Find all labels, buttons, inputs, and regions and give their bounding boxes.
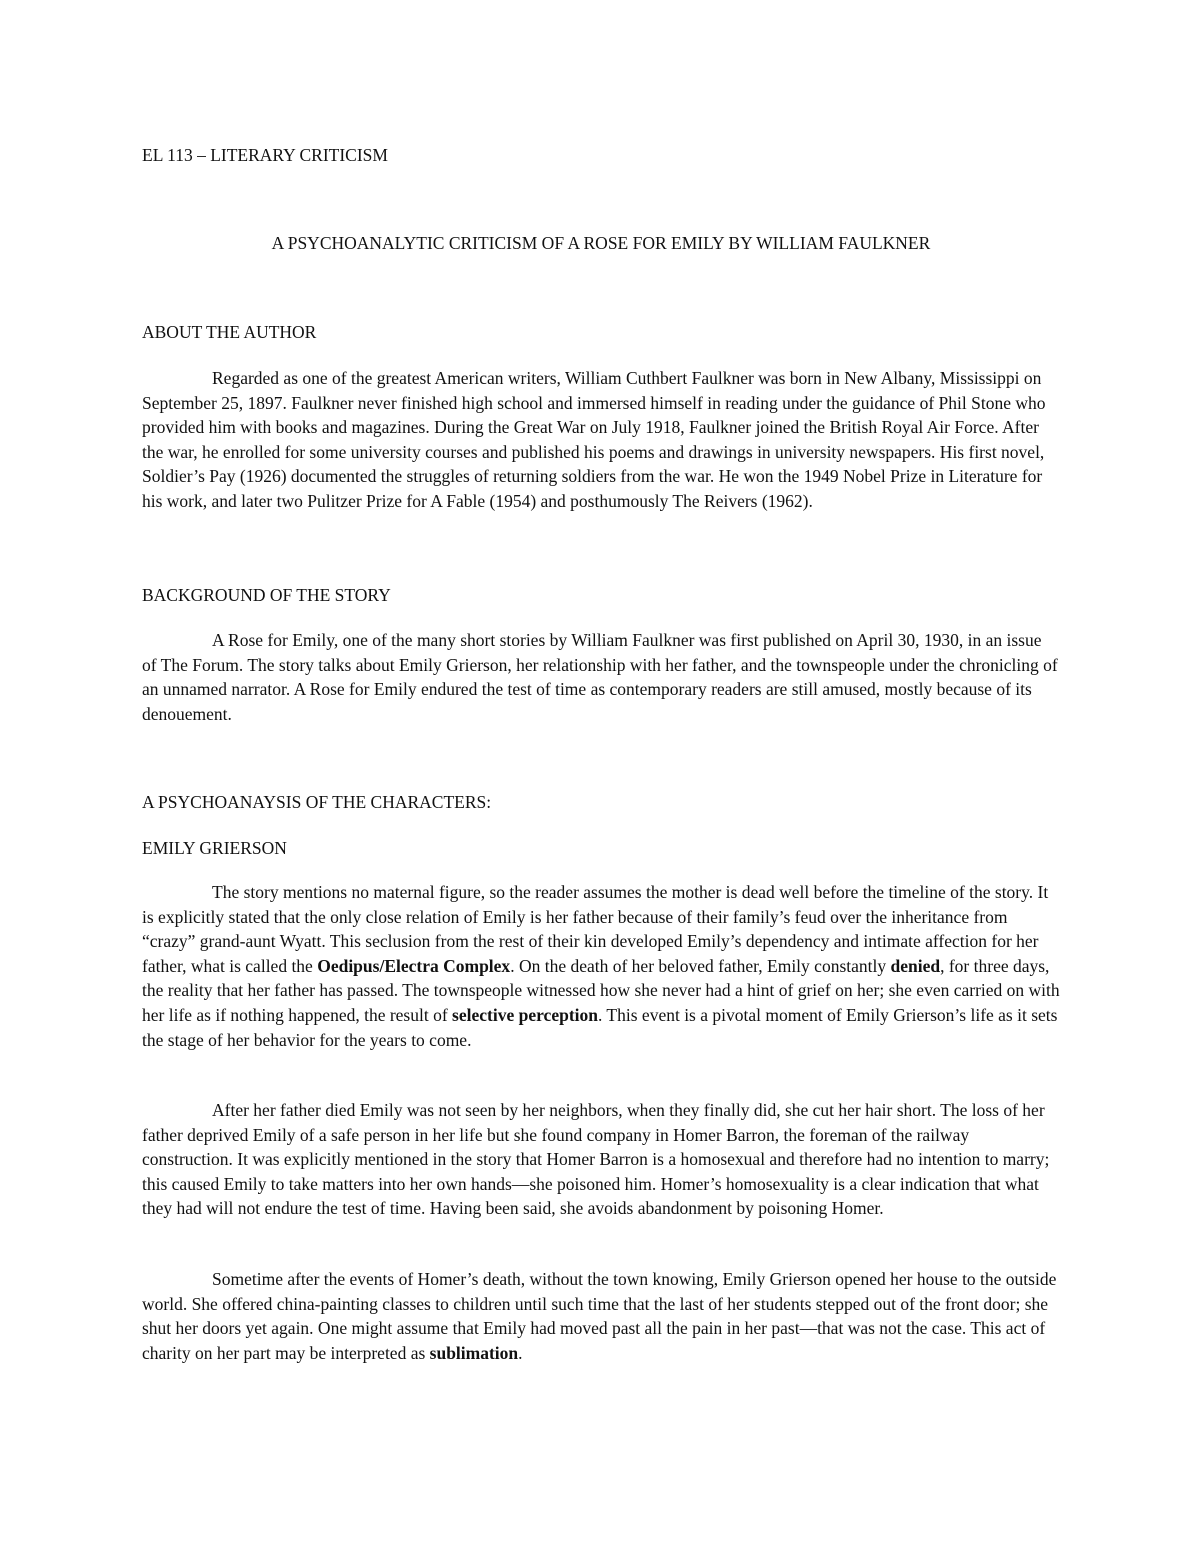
text-run: . On the death of her beloved father, Emily constantly (510, 955, 891, 976)
text-run: . (518, 1342, 523, 1363)
heading-emily-grierson: EMILY GRIERSON (142, 838, 287, 858)
paragraph-background: A Rose for Emily, one of the many short stories by William Faulkner was first published on April 30, 1930, in an issue of The Forum. The story talks about Emily Grierson, her relationship with her father, and the townspeople under the chronicling of an unnamed narrator. A Rose for Emily endured the test of time as contemporary readers are still amused, mostly because of its denouement. (142, 630, 1058, 724)
paragraph-emily-3 (142, 1267, 1060, 1365)
paragraph-about-author: Regarded as one of the greatest American writers, William Cuthbert Faulkner was born in New Albany, Mississippi on September 25, 1897. Faulkner never finished high school and immersed himself in reading under the guidance of Phil Stone who provided him with books and magazines. During the Great War on July 1918, Faulkner joined the British Royal Air Force. After the war, he enrolled for some university courses and published his poems and drawings in university newspapers. His first novel, Soldier’s Pay (1926) documented the struggles of returning soldiers from the war. He won the 1949 Nobel Prize in Literature for his work, and later two Pulitzer Prize for A Fable (1954) and posthumously The Reivers (1962). (142, 368, 1046, 511)
heading-psychoanalysis: A PSYCHOANAYSIS OF THE CHARACTERS: (142, 792, 492, 812)
heading-about-the-author: ABOUT THE AUTHOR (142, 322, 317, 342)
text-run: . This event is a pivotal moment of Emily Grierson’s life as it sets the stage of her behavior for the years to come. (142, 1004, 1058, 1050)
text-run: Sometime after the events of Homer’s death, without the town knowing, Emily Grierson opened her house to the outside world. She offered china-painting classes to children until such time that the last of her students stepped out of the front door; she shut her doors yet again. One might assume that Emily had moved past all the pain in her past—that was not the case. This act of charity on her part may be interpreted as (142, 1269, 1057, 1363)
text-run: , for three days, the reality that her father has passed. The townspeople witnessed how she never had a hint of grief on her; she even carried on with her life as if nothing happened, the result of (142, 955, 1060, 1025)
heading-background-of-story: BACKGROUND OF THE STORY (142, 585, 391, 605)
term-selective-perception: selective perception (452, 1004, 598, 1025)
paragraph-emily-2: After her father died Emily was not seen by her neighbors, when they finally did, she cut her hair short. The loss of her father deprived Emily of a safe person in her life but she found company in Homer Barron, the foreman of the railway construction. It was explicitly mentioned in the story that Homer Barron is a homosexual and therefore had no intention to marry; this caused Emily to take matters into her own hands—she poisoned him. Homer’s homosexuality is a clear indication that what they had will not endure the test of time. Having been said, she avoids abandonment by poisoning Homer. (142, 1100, 1050, 1219)
document-title: A PSYCHOANALYTIC CRITICISM OF A ROSE FOR EMILY BY WILLIAM FAULKNER (271, 233, 931, 253)
term-sublimation: sublimation (429, 1342, 519, 1363)
paragraph-emily-1 (142, 880, 1060, 1052)
course-code: EL 113 – LITERARY CRITICISM (142, 145, 388, 165)
text-run: The story mentions no maternal figure, so the reader assumes the mother is dead well before the timeline of the story. It is explicitly stated that the only close relation of Emily is her father because of their family’s feud over the inheritance from “crazy” grand-aunt Wyatt. This seclusion from the rest of their kin developed Emily’s dependency and intimate affection for her father, what is called the (142, 882, 1049, 976)
term-oedipus-electra-complex: Oedipus/Electra Complex (317, 955, 511, 976)
term-denied: denied (890, 955, 941, 976)
